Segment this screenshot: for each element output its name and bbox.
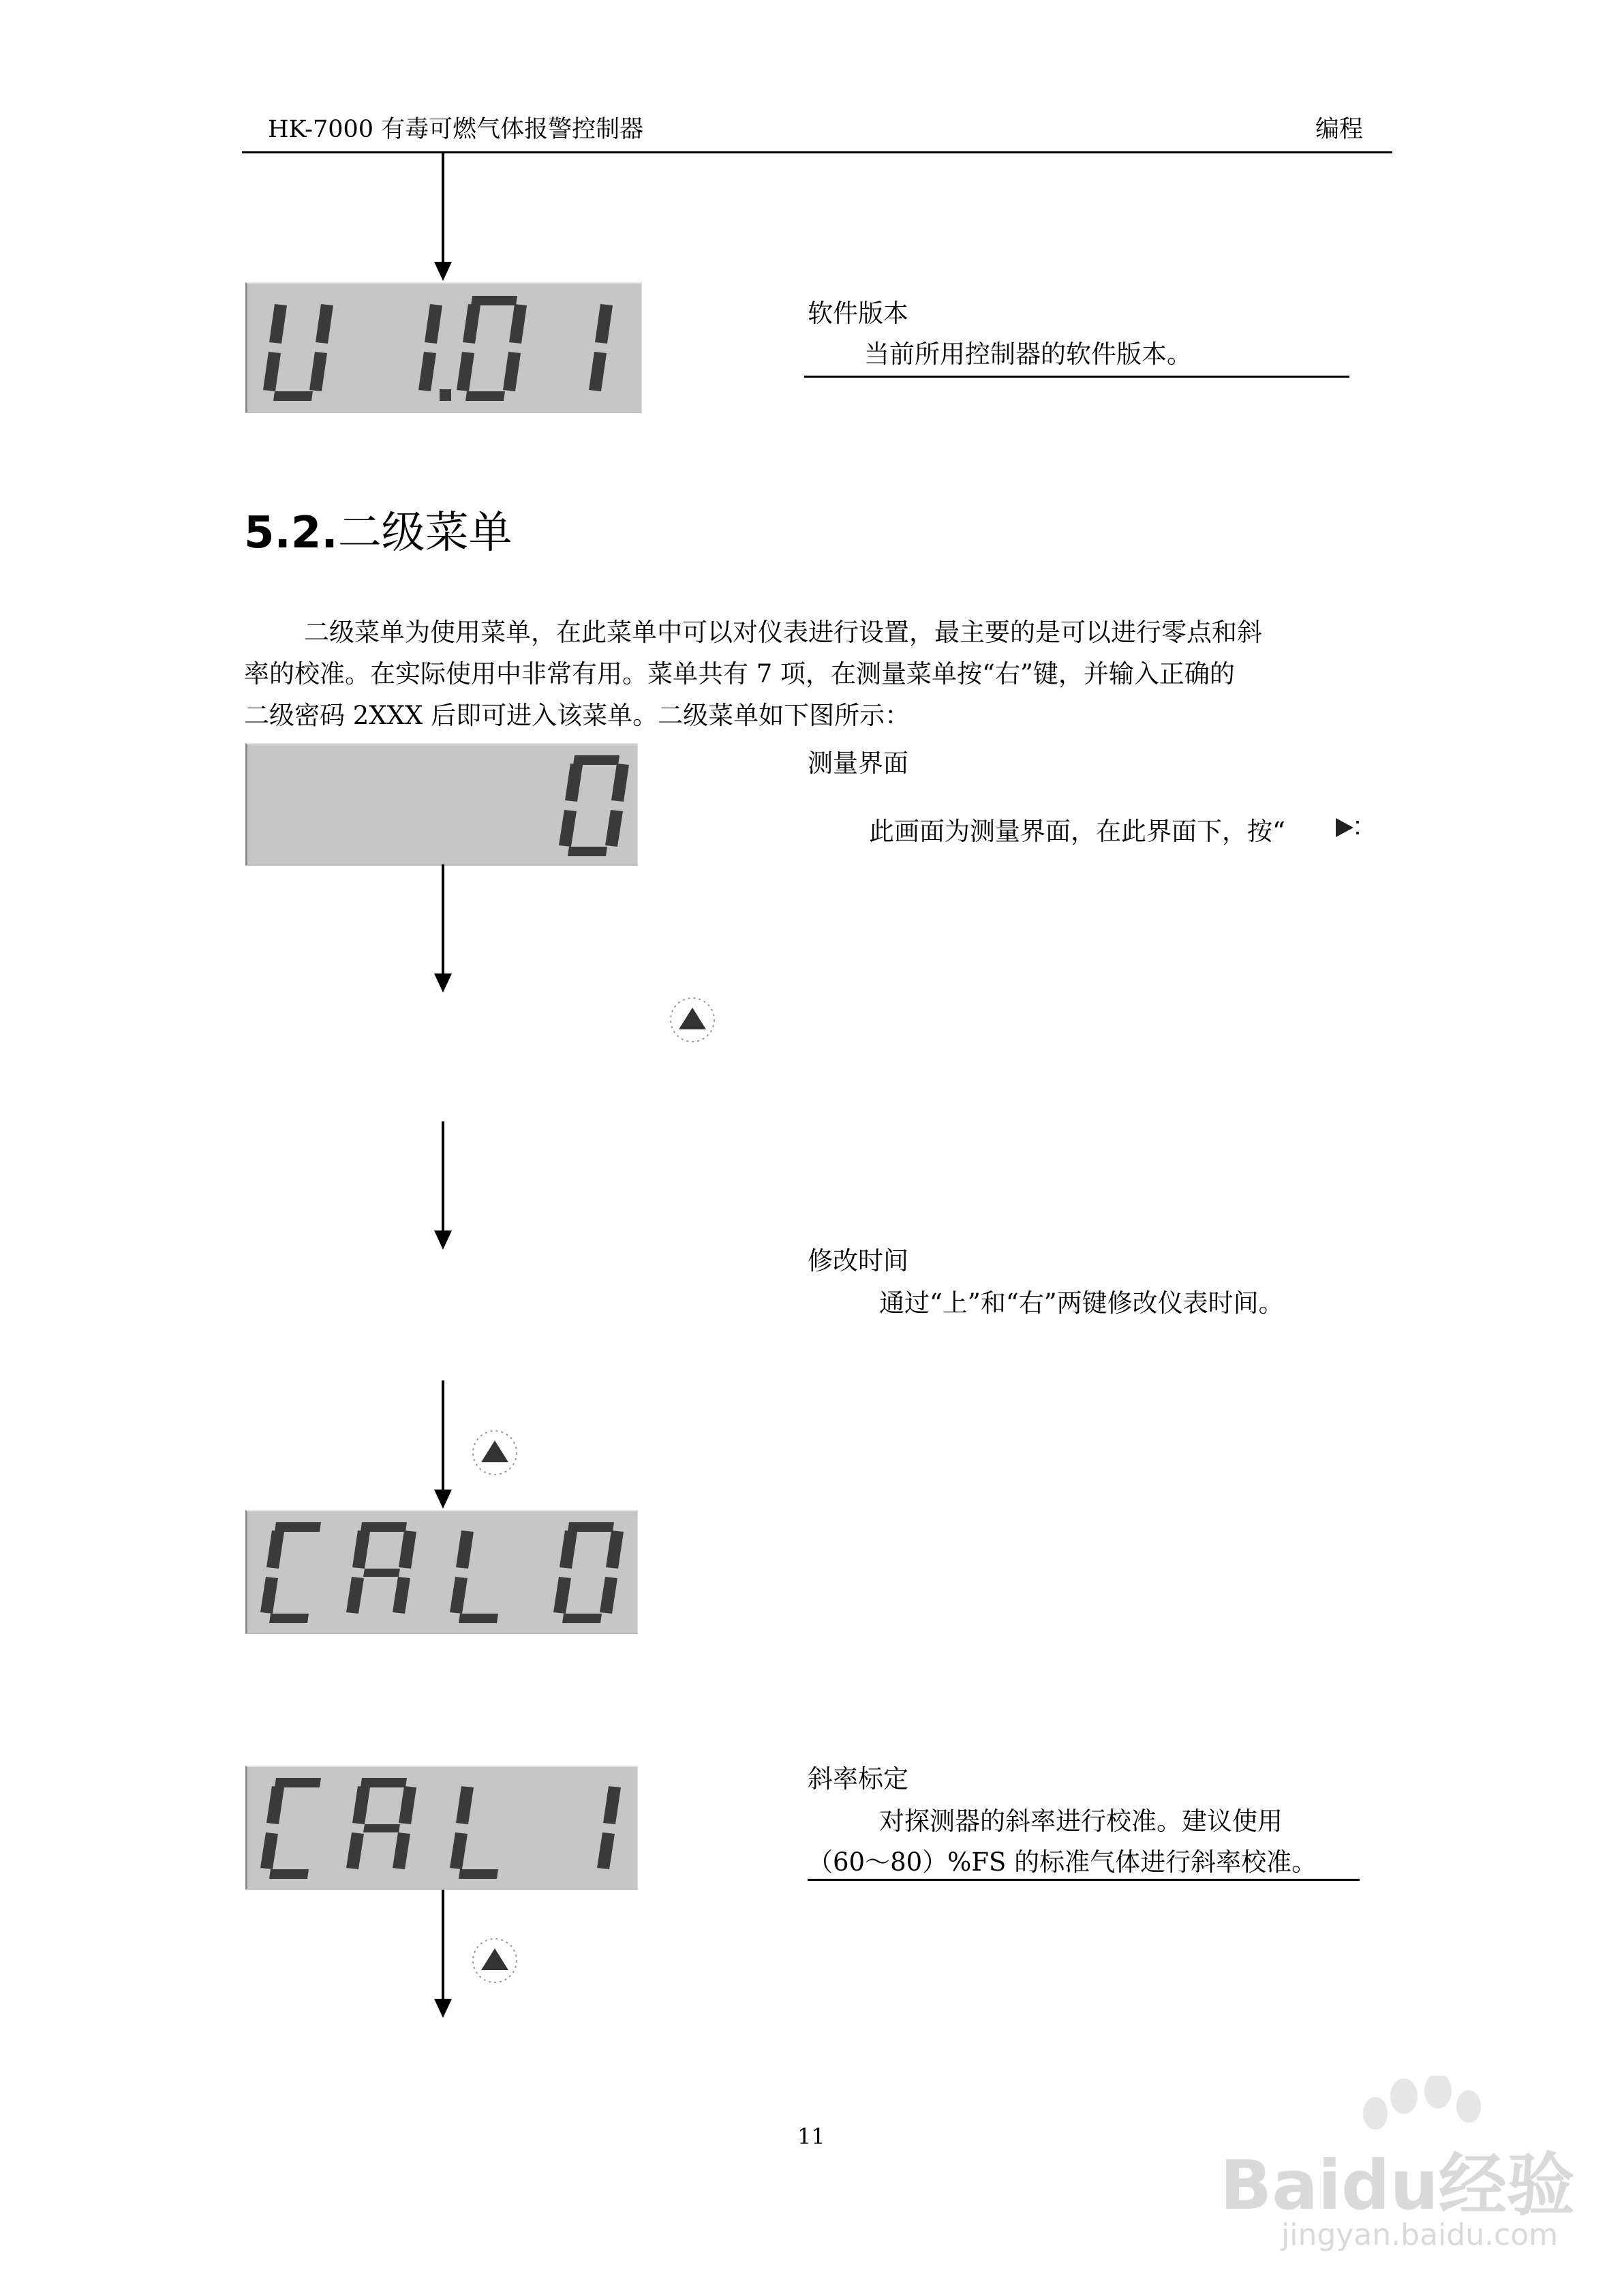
modify-time-desc: 通过“上”和“右”两键修改仪表时间。 bbox=[879, 1288, 1284, 1318]
page-number: 11 bbox=[797, 2124, 825, 2149]
software-version-desc: 当前所用控制器的软件版本。 bbox=[864, 339, 1192, 369]
watermark-url: jingyan.baidu.com bbox=[1281, 2218, 1559, 2252]
slope-cal-line-2: （60～80）%FS 的标准气体进行斜率校准。 bbox=[808, 1847, 1317, 1877]
flow-arrow bbox=[429, 1121, 457, 1251]
right-key-icon bbox=[1330, 813, 1362, 844]
baidu-watermark bbox=[1206, 2076, 1574, 2267]
watermark-brand: Baidu经验 bbox=[1220, 2145, 1575, 2225]
measure-screen-title: 测量界面 bbox=[808, 749, 908, 778]
modify-time-title: 修改时间 bbox=[808, 1246, 908, 1275]
up-key-icon bbox=[470, 1936, 519, 1985]
header-rule bbox=[242, 151, 1392, 153]
lcd-measure-display bbox=[245, 743, 638, 866]
header-section: 编程 bbox=[1315, 116, 1364, 143]
lcd-cal1-display bbox=[245, 1766, 638, 1890]
measure-screen-desc: 此画面为测量界面，在此界面下，按“ bbox=[869, 817, 1285, 846]
intro-line-1: 二级菜单为使用菜单，在此菜单中可以对仪表进行设置，最主要的是可以进行零点和斜 bbox=[304, 618, 1262, 647]
section-name: 二级菜单 bbox=[337, 508, 512, 558]
up-key-icon bbox=[470, 1428, 519, 1477]
intro-line-3: 二级密码 2XXX 后即可进入该菜单。二级菜单如下图所示： bbox=[244, 701, 911, 730]
intro-paragraph bbox=[244, 611, 1392, 736]
software-version-underline bbox=[804, 376, 1349, 378]
flow-arrow bbox=[429, 864, 457, 994]
slope-cal-line-1: 对探测器的斜率进行校准。建议使用 bbox=[879, 1807, 1283, 1836]
software-version-title: 软件版本 bbox=[808, 299, 908, 328]
lcd-measure-segments bbox=[247, 744, 637, 864]
flow-arrow bbox=[429, 153, 457, 282]
intro-line-2: 率的校准。在实际使用中非常有用。菜单共有 7 项，在测量菜单按“右”键，并输入正确的 bbox=[244, 659, 1235, 689]
lcd-version-segments bbox=[247, 284, 641, 412]
flow-arrow bbox=[429, 1380, 457, 1510]
flow-arrow bbox=[429, 1890, 457, 2019]
up-key-icon bbox=[668, 995, 717, 1044]
lcd-version-display bbox=[245, 282, 642, 413]
lcd-cal1-segments bbox=[247, 1767, 637, 1888]
section-title bbox=[244, 506, 512, 560]
slope-cal-underline bbox=[808, 1879, 1360, 1881]
section-number: 5.2. bbox=[244, 508, 338, 558]
header-title: HK-7000 有毒可燃气体报警控制器 bbox=[268, 116, 644, 143]
slope-cal-title: 斜率标定 bbox=[808, 1764, 908, 1794]
lcd-cal0-segments bbox=[247, 1511, 637, 1633]
lcd-cal0-display bbox=[245, 1510, 638, 1634]
